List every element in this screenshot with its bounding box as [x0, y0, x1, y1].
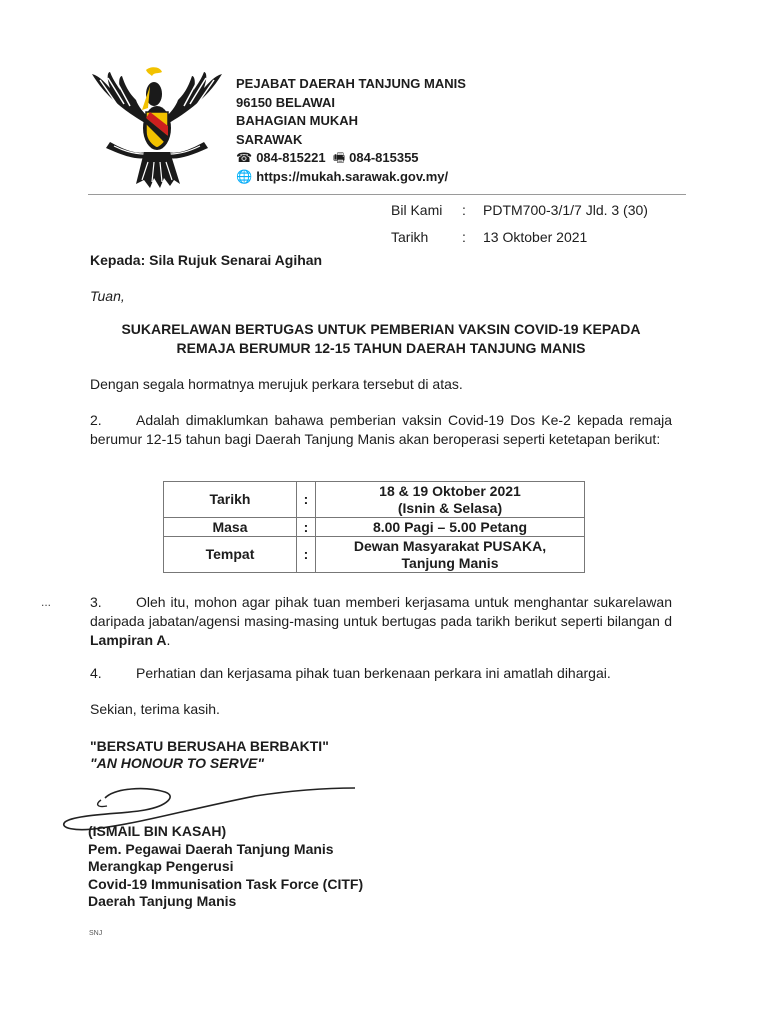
globe-icon: 🌐: [236, 168, 253, 184]
recipient: Kepada: Sila Rujuk Senarai Agihan: [90, 252, 323, 268]
intro-paragraph: Dengan segala hormatnya merujuk perkara tersebut di atas.: [90, 376, 463, 392]
phone-icon: ☎: [236, 150, 253, 166]
contact-line: [236, 149, 466, 168]
phone-number: 084-815221: [256, 150, 326, 166]
sarawak-crest-icon: [88, 66, 226, 192]
reference-number: Bil Kami : PDTM700-3/1/7 Jld. 3 (30): [391, 202, 648, 218]
signatory-name: (ISMAIL BIN KASAH): [88, 823, 227, 839]
letterhead: [236, 75, 466, 187]
postcode-city: 96150 BELAWAI: [236, 94, 335, 110]
paragraph-3: 3. Oleh itu, mohon agar pihak tuan memberi kerjasama untuk menghantar sukarelawan daripada jabatan/agensi masing-masing untuk bertugas pada tarikh berikut seperti bilangan d Lampiran A.: [90, 594, 672, 648]
fax-icon: 🖷: [332, 150, 346, 166]
table-row: Tempat : Dewan Masyarakat PUSAKA, Tanjung Manis: [164, 537, 585, 573]
signatory-block: (ISMAIL BIN KASAH) Pem. Pegawai Daerah Tanjung Manis Merangkap Pengerusi Covid-19 Immunisation Task Force (CITF) Daerah Tanjung Manis: [88, 823, 364, 909]
attachment-ref: Lampiran A: [90, 632, 167, 648]
motto: "BERSATU BERUSAHA BERBAKTI": [90, 738, 329, 754]
division: BAHAGIAN MUKAH: [236, 113, 359, 129]
salutation: Tuan,: [90, 288, 125, 304]
office-name: PEJABAT DAERAH TANJUNG MANIS: [236, 76, 466, 91]
typist-initials: SNJ: [89, 930, 103, 937]
schedule-table: [163, 481, 585, 573]
motto-english: "AN HONOUR TO SERVE": [90, 755, 265, 771]
paragraph-4: 4. Perhatian dan kerjasama pihak tuan berkenaan perkara ini amatlah dihargai.: [90, 665, 611, 681]
website-link[interactable]: https://mukah.sarawak.gov.my/: [256, 168, 449, 184]
subject-heading: SUKARELAWAN BERTUGAS UNTUK PEMBERIAN VAKSIN COVID-19 KEPADA REMAJA BERUMUR 12-15 TAHUN DAERAH TANJUNG MANIS: [121, 321, 641, 356]
reference-date: Tarikh : 13 Oktober 2021: [391, 229, 588, 245]
table-row: Tarikh : 18 & 19 Oktober 2021 (Isnin & Selasa): [164, 482, 585, 518]
closing-thanks: Sekian, terima kasih.: [90, 701, 220, 717]
state: SARAWAK: [236, 131, 303, 147]
margin-dots: ...: [41, 595, 52, 609]
letterhead-divider: [88, 194, 686, 195]
website-line: [236, 168, 466, 187]
table-row: Masa : 8.00 Pagi – 5.00 Petang: [164, 518, 585, 537]
fax-number: 084-815355: [349, 150, 419, 166]
paragraph-2: 2. Adalah dimaklumkan bahawa pemberian vaksin Covid-19 Dos Ke-2 kepada remaja berumur 12-15 tahun bagi Daerah Tanjung Manis akan beroperasi seperti ketetapan berikut:: [90, 412, 672, 447]
